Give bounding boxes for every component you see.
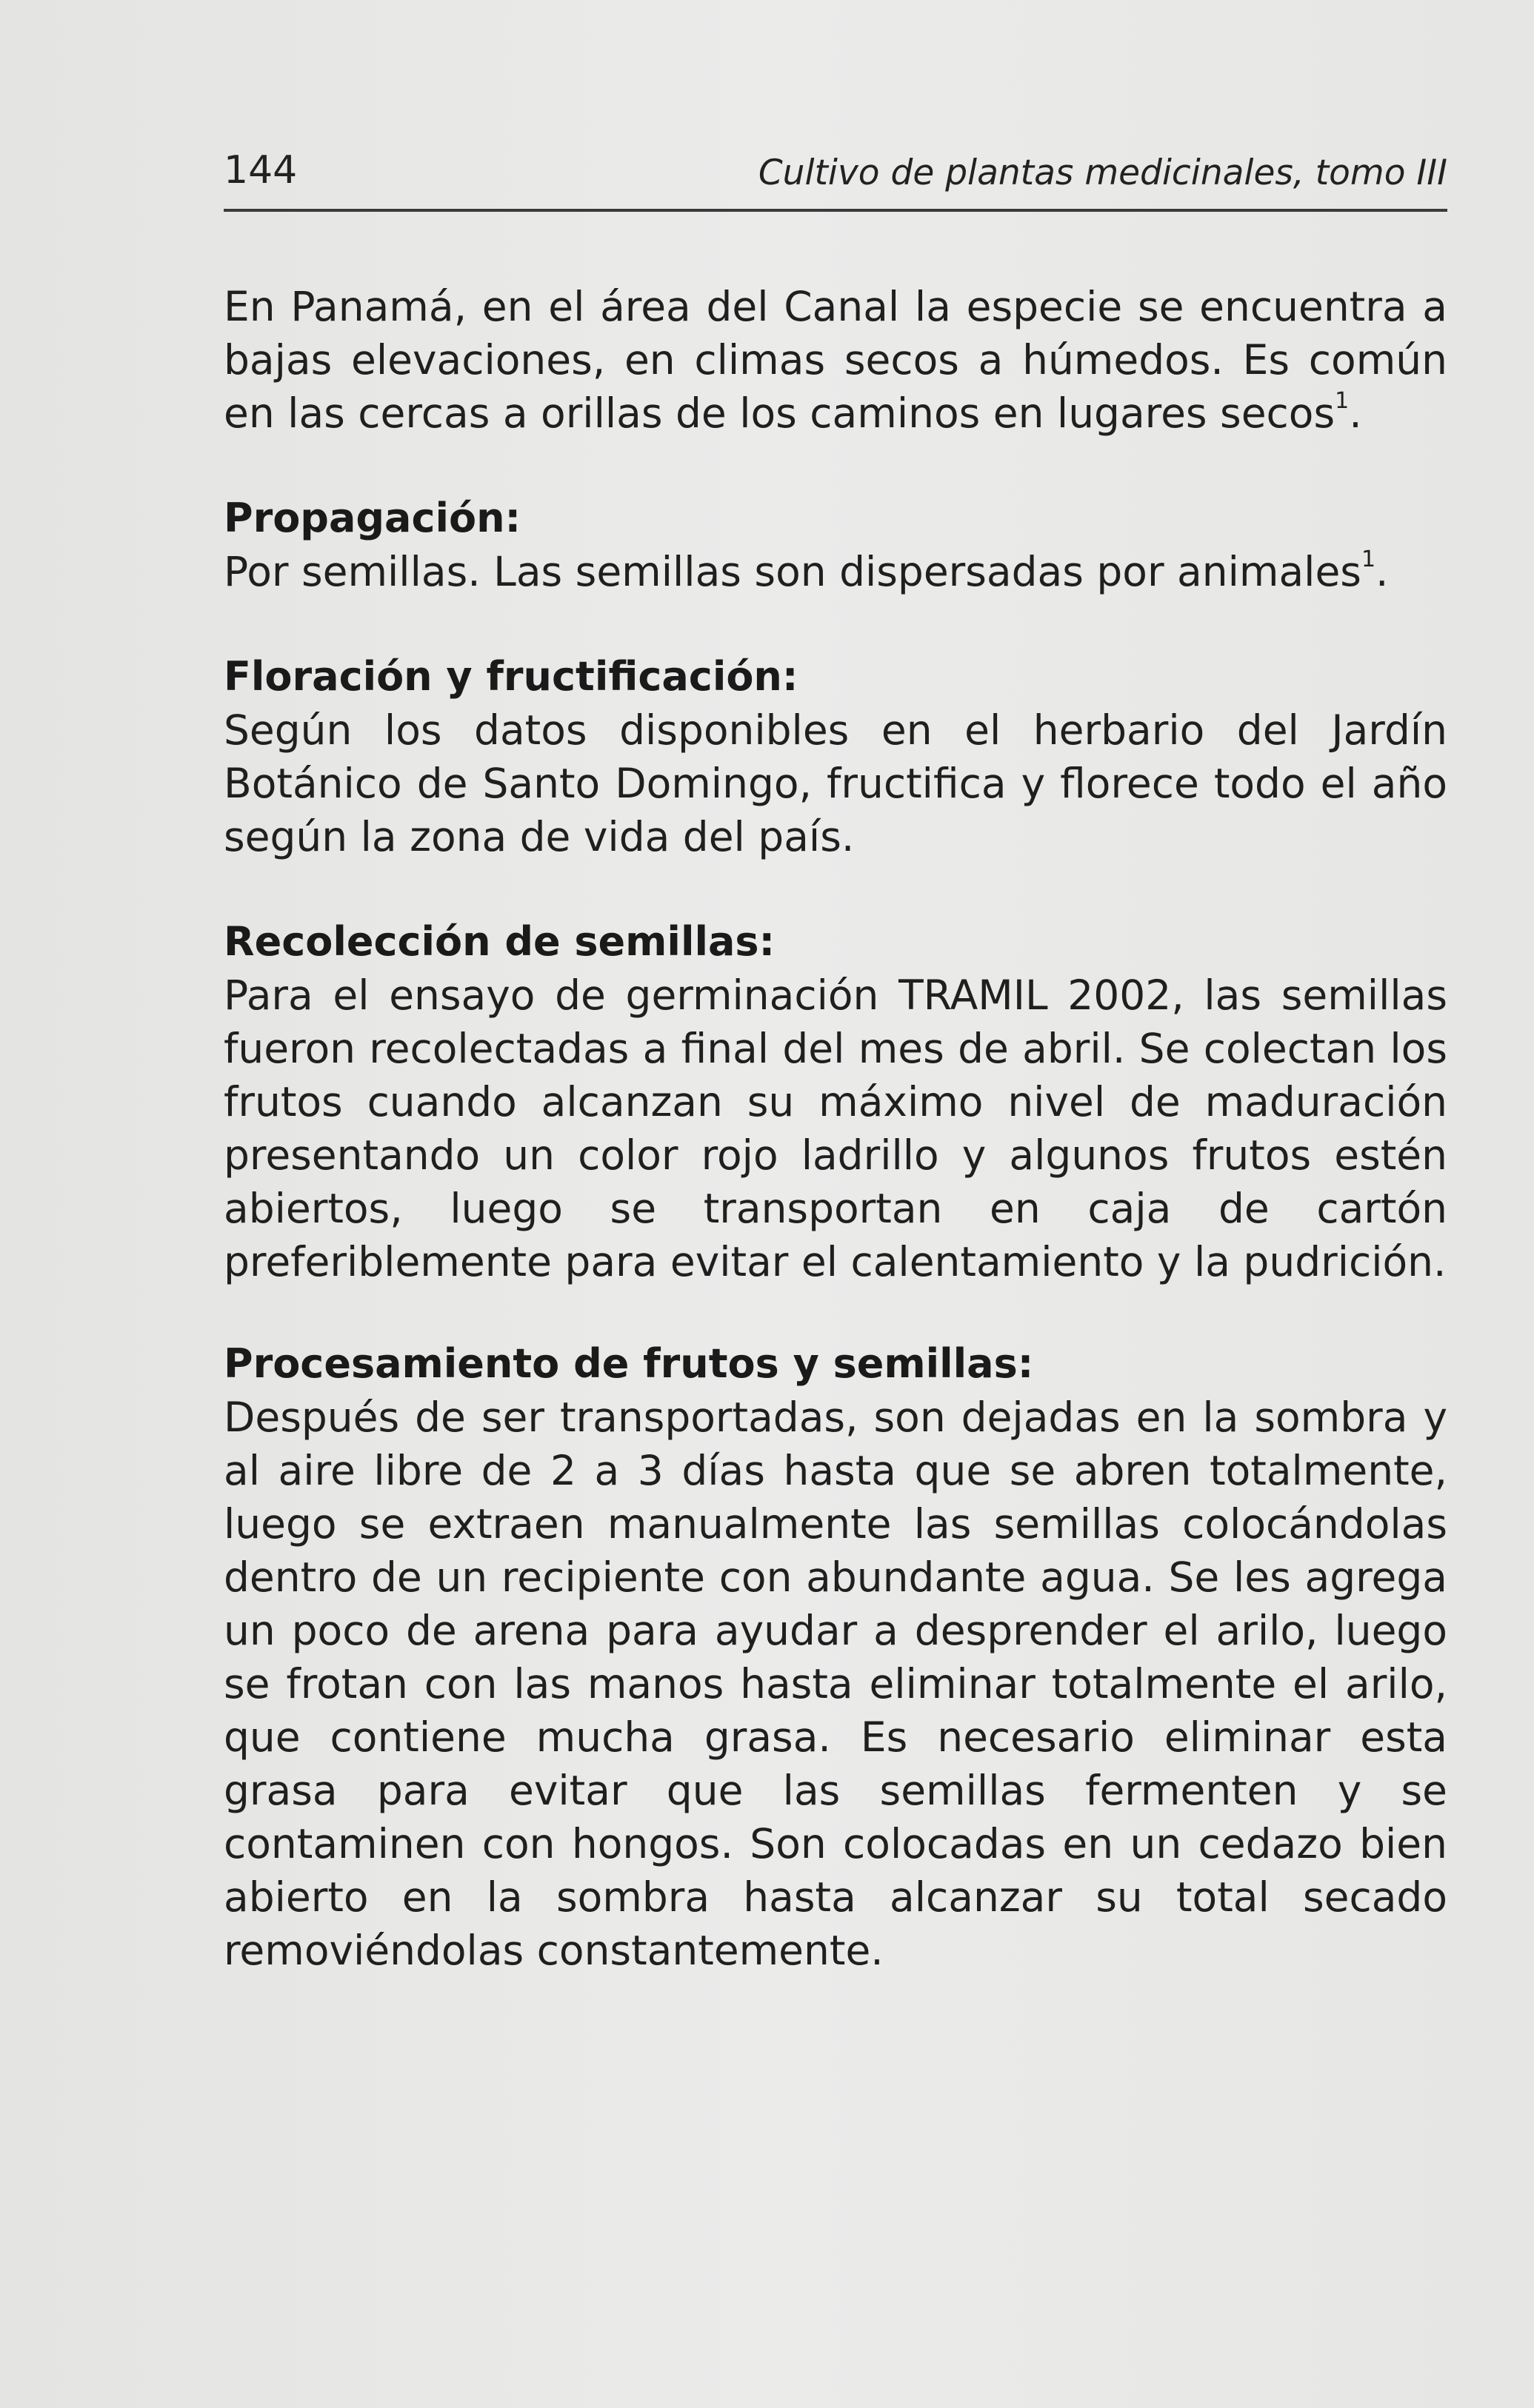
section-recoleccion (224, 915, 1447, 1288)
section-text-floracion: Según los datos disponibles en el herbario del Jardín Botánico de Santo Domingo, fructifica y florece todo el año según la zona de vida del país. (224, 706, 1447, 860)
section-procesamiento (224, 1337, 1447, 1977)
section-heading-recoleccion: Recolección de semillas: (224, 918, 776, 965)
footnote-ref: 1 (1335, 388, 1350, 414)
running-title: Cultivo de plantas medicinales, tomo III (758, 153, 1447, 193)
propagacion-text: Por semillas. Las semillas son dispersadas por animales (224, 548, 1361, 595)
section-propagacion (224, 492, 1447, 598)
section-text-recoleccion: Para el ensayo de germinación TRAMIL 2002, las semillas fueron recolectadas a final del mes de abril. Se colectan los frutos cuando alcanzan su máximo nivel de maduración presentando un color rojo ladrillo y algunos frutos estén abiertos, luego se transportan en caja de cartón preferiblemente para evitar el calentamiento y la pudrición. (224, 971, 1447, 1285)
intro-text: En Panamá, en el área del Canal la especie se encuentra a bajas elevaciones, en climas secos a húmedos. Es común en las cercas a orillas de los caminos en lugares secos (224, 283, 1447, 437)
section-heading-floracion: Floración y fructificación: (224, 653, 798, 700)
section-floracion (224, 650, 1447, 863)
section-heading-procesamiento: Procesamiento de frutos y semillas: (224, 1340, 1034, 1387)
propagacion-tail: . (1375, 548, 1389, 595)
page-header (224, 138, 1447, 212)
section-text-propagacion (224, 545, 1447, 598)
footnote-ref: 1 (1361, 546, 1376, 572)
section-heading-propagacion: Propagación: (224, 495, 521, 541)
page-content (224, 280, 1447, 1977)
section-text-procesamiento: Después de ser transportadas, son dejadas en la sombra y al aire libre de 2 a 3 días hasta que se abren totalmente, luego se extraen manualmente las semillas colocándolas dentro de un recipiente con abundante agua. Se les agrega un poco de arena para ayudar a desprender el arilo, luego se frotan con las manos hasta eliminar totalmente el arilo, que contiene mucha grasa. Es necesario eliminar esta grasa para evitar que las semillas fermenten y se contaminen con hongos. Son colocadas en un cedazo bien abierto en la sombra hasta alcanzar su total secado removiéndolas constantemente. (224, 1394, 1447, 1974)
intro-tail: . (1349, 389, 1362, 437)
page-number: 144 (224, 148, 298, 193)
intro-paragraph (224, 280, 1447, 440)
